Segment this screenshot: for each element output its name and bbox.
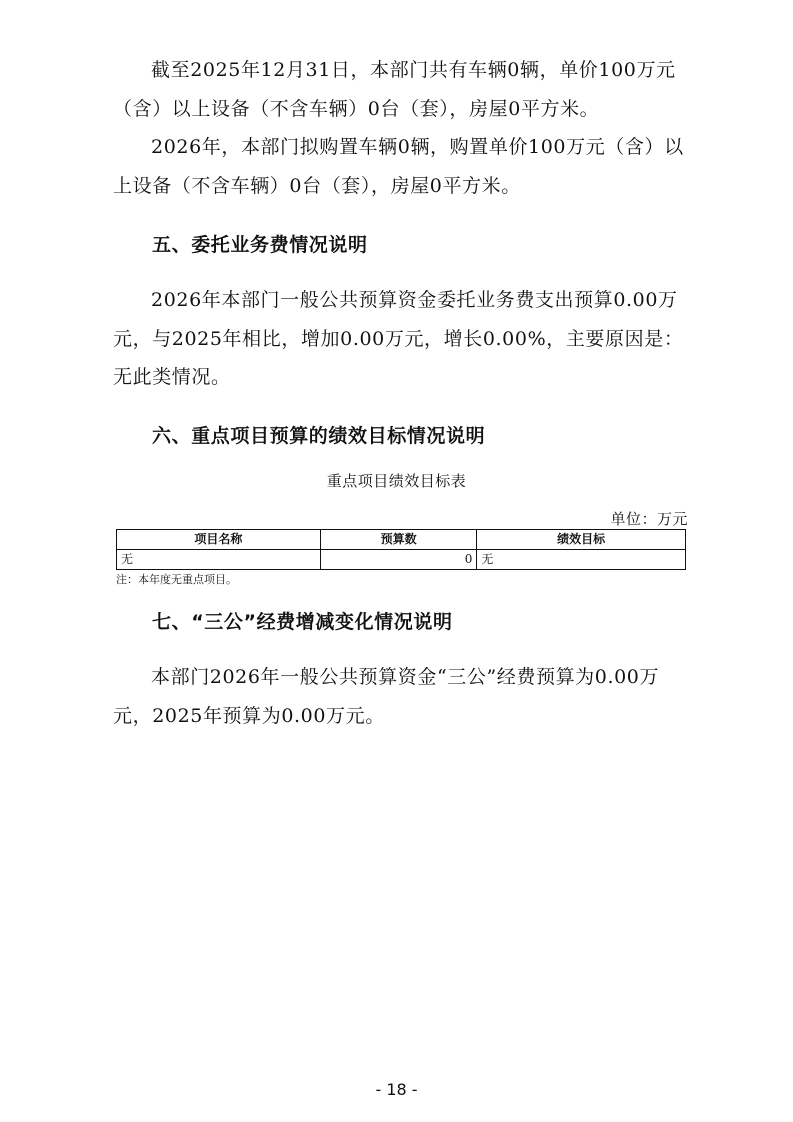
- paragraph-three-public-expenses: 本部门2026年一般公共预算资金“三公”经费预算为0.00万元，2025年预算为0.00万元。: [113, 666, 660, 727]
- page-number: - 18 -: [375, 1080, 418, 1099]
- paragraph-entrusted-fees: 2026年本部门一般公共预算资金委托业务费支出预算0.00万元，与2025年相比，增加0.00万元，增长0.00%，主要原因是：无此类情况。: [113, 289, 684, 388]
- cell-budget: 0: [320, 550, 477, 570]
- section-heading-entrusted-fees: 五、委托业务费情况说明: [152, 234, 368, 256]
- table-title: 重点项目绩效目标表: [326, 472, 467, 490]
- table-row: [117, 550, 686, 570]
- table-unit: 单位：万元: [610, 510, 688, 528]
- section-heading-performance-goals: 六、重点项目预算的绩效目标情况说明: [152, 425, 486, 447]
- table-header-row: [117, 530, 686, 550]
- header-project-name: 项目名称: [117, 530, 321, 550]
- header-performance-goal: 绩效目标: [477, 530, 686, 550]
- header-budget: 预算数: [320, 530, 477, 550]
- cell-project-name: 无: [117, 550, 321, 570]
- paragraph-assets: 截至2025年12月31日，本部门共有车辆0辆，单价100万元（含）以上设备（不含车辆）0台（套），房屋0平方米。: [113, 59, 676, 120]
- table-note: 注：本年度无重点项目。: [116, 573, 237, 586]
- performance-goals-table: [116, 529, 686, 570]
- paragraph-purchase-plan: 2026年，本部门拟购置车辆0辆，购置单价100万元（含）以上设备（不含车辆）0台（套），房屋0平方米。: [113, 136, 684, 197]
- section-heading-three-public-expenses: 七、“三公”经费增减变化情况说明: [152, 611, 453, 633]
- cell-performance-goal: 无: [477, 550, 686, 570]
